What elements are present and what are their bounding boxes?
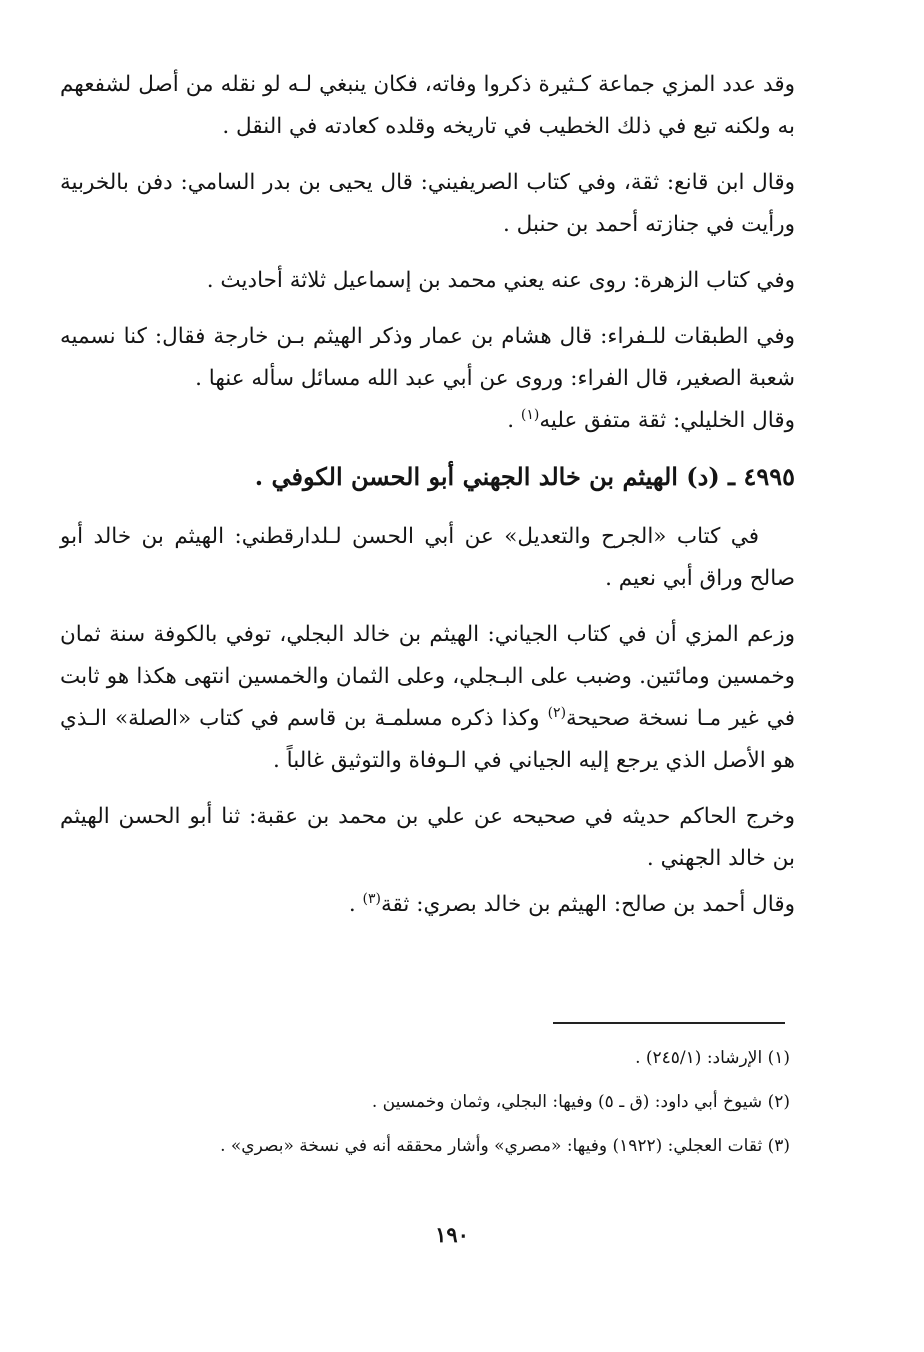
paragraph-with-footnote <box>60 614 795 782</box>
footnote-ref-1: (١) <box>520 406 540 423</box>
footnotes <box>60 1036 790 1168</box>
paragraph-with-footnote <box>60 400 795 442</box>
main-text <box>60 64 795 940</box>
footnote-divider <box>553 1022 785 1024</box>
paragraph: في كتاب «الجرح والتعديل» عن أبي الحسن لـلدارقطني: الهيثم بن خالد أبو صالح وراق أبي نعيم . <box>60 524 795 591</box>
footnote-3: (٣) ثقات العجلي: (١٩٢٢) وفيها: «مصري» وأشار محققه أنه في نسخة «بصري» . <box>220 1136 790 1156</box>
footnote-ref-3: (٣) <box>362 890 381 907</box>
footnote-2: (٢) شيوخ أبي داود: (ق ـ ٥) وفيها: البجلي، وثمان وخمسين . <box>371 1092 790 1112</box>
paragraph: وفي كتاب الزهرة: روى عنه يعني محمد بن إسماعيل ثلاثة أحاديث . <box>206 268 795 293</box>
paragraph-with-footnote <box>60 884 795 926</box>
paragraph-text: وكذا ذكره مسلمـة بن قاسم في كتاب «الصلة» الـذي هو الأصل الذي يرجع إليه الجياني في الـوفاة والتوثيق غالباً . <box>60 706 795 773</box>
footnote-1: (١) الإرشاد: (٢٤٥/١) . <box>635 1048 790 1068</box>
entry-heading: ٤٩٩٥ ـ (د) الهيثم بن خالد الجهني أبو الحسن الكوفي . <box>254 462 795 491</box>
page-number: ١٩٠ <box>435 1222 469 1247</box>
paragraph: وقد عدد المزي جماعة كـثيرة ذكروا وفاته، فكان ينبغي لـه لو نقله من أصل لشفعهم به ولكنه تبع في ذلك الخطيب في تاريخه وقلده كعادته في النقل . <box>60 72 795 139</box>
paragraph-text: وقال الخليلي: ثقة متفق عليه <box>539 408 795 433</box>
paragraph-text: وزعم المزي أن في كتاب الجياني: الهيثم بن خالد البجلي، توفي بالكوفة سنة ثمان وخمسين ومائتين. وضبب على البـجلي، وعلى الثمان والخمسين انتهى هكذا هو ثابت في غير مـا نسخة صحيحة <box>60 622 795 731</box>
paragraph: وفي الطبقات للـفراء: قال هشام بن عمار وذكر الهيثم بـن خارجة فقال: كنا نسميه شعبة الصغير، قال الفراء: وروى عن أبي عبد الله مسائل سأله عنها . <box>60 324 795 391</box>
paragraph-text: وقال أحمد بن صالح: الهيثم بن خالد بصري: ثقة <box>380 892 795 917</box>
footnote-ref-2: (٢) <box>547 704 567 721</box>
end-dot: . <box>348 892 363 917</box>
paragraph: وقال ابن قانع: ثقة، وفي كتاب الصريفيني: قال يحيى بن بدر السامي: دفن بالخربية ورأيت في جنازته أحمد بن حنبل . <box>60 170 795 237</box>
paragraph: وخرج الحاكم حديثه في صحيحه عن علي بن محمد بن عقبة: ثنا أبو الحسن الهيثم بن خالد الجهني . <box>60 804 795 871</box>
end-dot: . <box>507 408 521 433</box>
